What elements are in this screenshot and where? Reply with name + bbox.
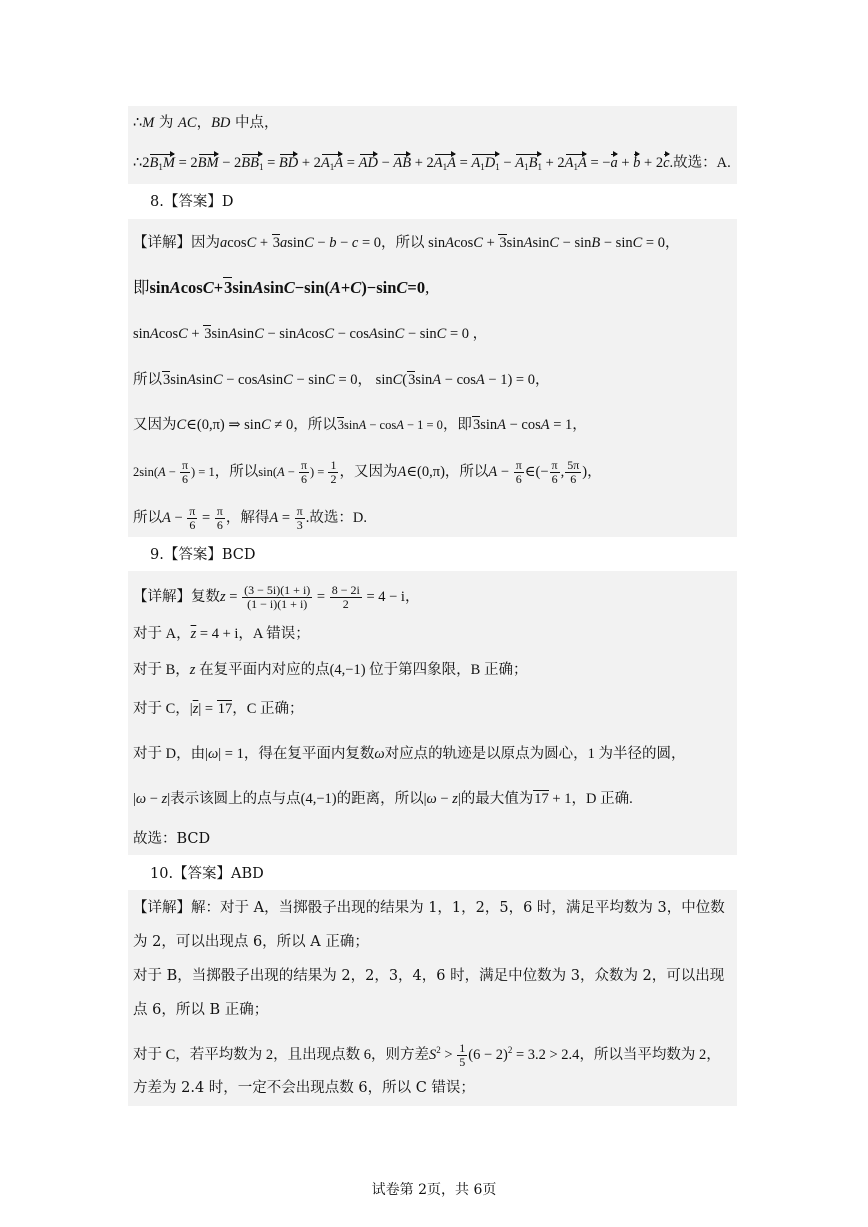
q9-line2: 对于 A，$\overline{z} = 4 + i$，A 错误； (133, 626, 310, 642)
q10-line6: 方差为 2.4 时，一定不会出现点数 6，所以 C 错误； (133, 1080, 475, 1096)
q10-block (128, 890, 737, 1106)
q10-line3: 对于 B，当掷骰子出现的结果为 2，2，3，4，6 时，满足中位数为 3，众数为 2，可以出现 (133, 968, 725, 984)
q8-line6: 2sin(A − $\frac{\pi}{6}$ ) = 1，所以sin(A − $\frac{\pi}{6}$ ) = $\frac{1}{2}$ ，又因为A∈(0,π)，所以A − $\frac{\pi}{6}$ ∈(− $\frac{\pi}{6}$ , $\frac{5\pi}{6}$ )， (133, 458, 602, 487)
q9-line4: 对于 C，$|\overline{z}| = 17$，C 正确； (133, 701, 304, 717)
q9-line7: 故选：BCD (133, 831, 211, 847)
q10-line5: 对于 C，若平均数为 2，且出现点数 6，则方差$S^2$ > $\frac{1}{5}$ $(6 - 2)^2 = 3.2 > 2.4$，所以当平均数为 2， (133, 1041, 721, 1070)
q9-line6: |ω − z|表示该圆上的点与点(4,−1)的距离，所以|ω − z|的最大值为17 + 1，D 正确. (133, 791, 633, 807)
q8-line1: 【详解】因为acosC + 3asinC − b − c = 0，所以 sinAcosC + 3sinAsinC − sinB − sinC = 0， (133, 235, 680, 251)
q10-answer: 10.【答案】ABD (150, 866, 264, 882)
q9-answer: 9.【答案】BCD (150, 547, 256, 563)
q8-line3: sinAcosC + 3sinAsinC − sinAcosC − cosAsinC − sinC = 0 ， (133, 326, 488, 342)
q9-line3: 对于 B，z 在复平面内对应的点(4,−1) 位于第四象限，B 正确； (133, 662, 528, 678)
q8-line2: 即sinAcosC+3sinAsinC−sin(A+C)−sinC=0, (133, 278, 430, 297)
q8-line4: 所以3sinAsinC − cosAsinC − sinC = 0， sinC(3sinA − cosA − 1) = 0， (133, 372, 550, 388)
q7-line2: $\therefore 2B_1M = 2BM - 2BB_1$ = BD + $2A_1A$ = AD − AB + $2A_1A = A_1D_1 - A_1B_1 + 2A_1A = -a + b + 2c$.故选：A. (133, 153, 731, 177)
q10-line2: 为 2，可以出现点 6，所以 A 正确； (133, 934, 369, 950)
q10-line4: 点 6，所以 B 正确； (133, 1002, 269, 1018)
q10-line1: 【详解】解：对于 A，当掷骰子出现的结果为 1，1，2，5，6 时，满足平均数为 3，中位数 (133, 900, 725, 916)
page-footer: 试卷第 2页，共 6页 (371, 1182, 497, 1198)
q8-line7: 所以A − $\frac{\pi}{6}$ = $\frac{\pi}{6}$ ，解得A = $\frac{\pi}{3}$ .故选：D. (133, 504, 367, 532)
q7-line1: ∴M 为 AC，BD 中点， (133, 115, 279, 131)
q8-line5: 又因为C∈(0,π) ⇒ sinC ≠ 0，所以3sinA − cosA − 1 = 0，即3sinA − cosA = 1， (133, 417, 587, 433)
q9-line5: 对于 D，由|ω| = 1，得在复平面内复数ω对应点的轨迹是以原点为圆心，1 为半径的圆， (133, 746, 686, 762)
q8-answer: 8.【答案】D (150, 194, 234, 210)
q9-line1: 【详解】复数z = $\frac{(3 - 5i)(1 + i)}{(1 - i)(1 + i)}$ = $\frac{8 - 2i}{2}$ = 4 − i， (133, 583, 420, 611)
